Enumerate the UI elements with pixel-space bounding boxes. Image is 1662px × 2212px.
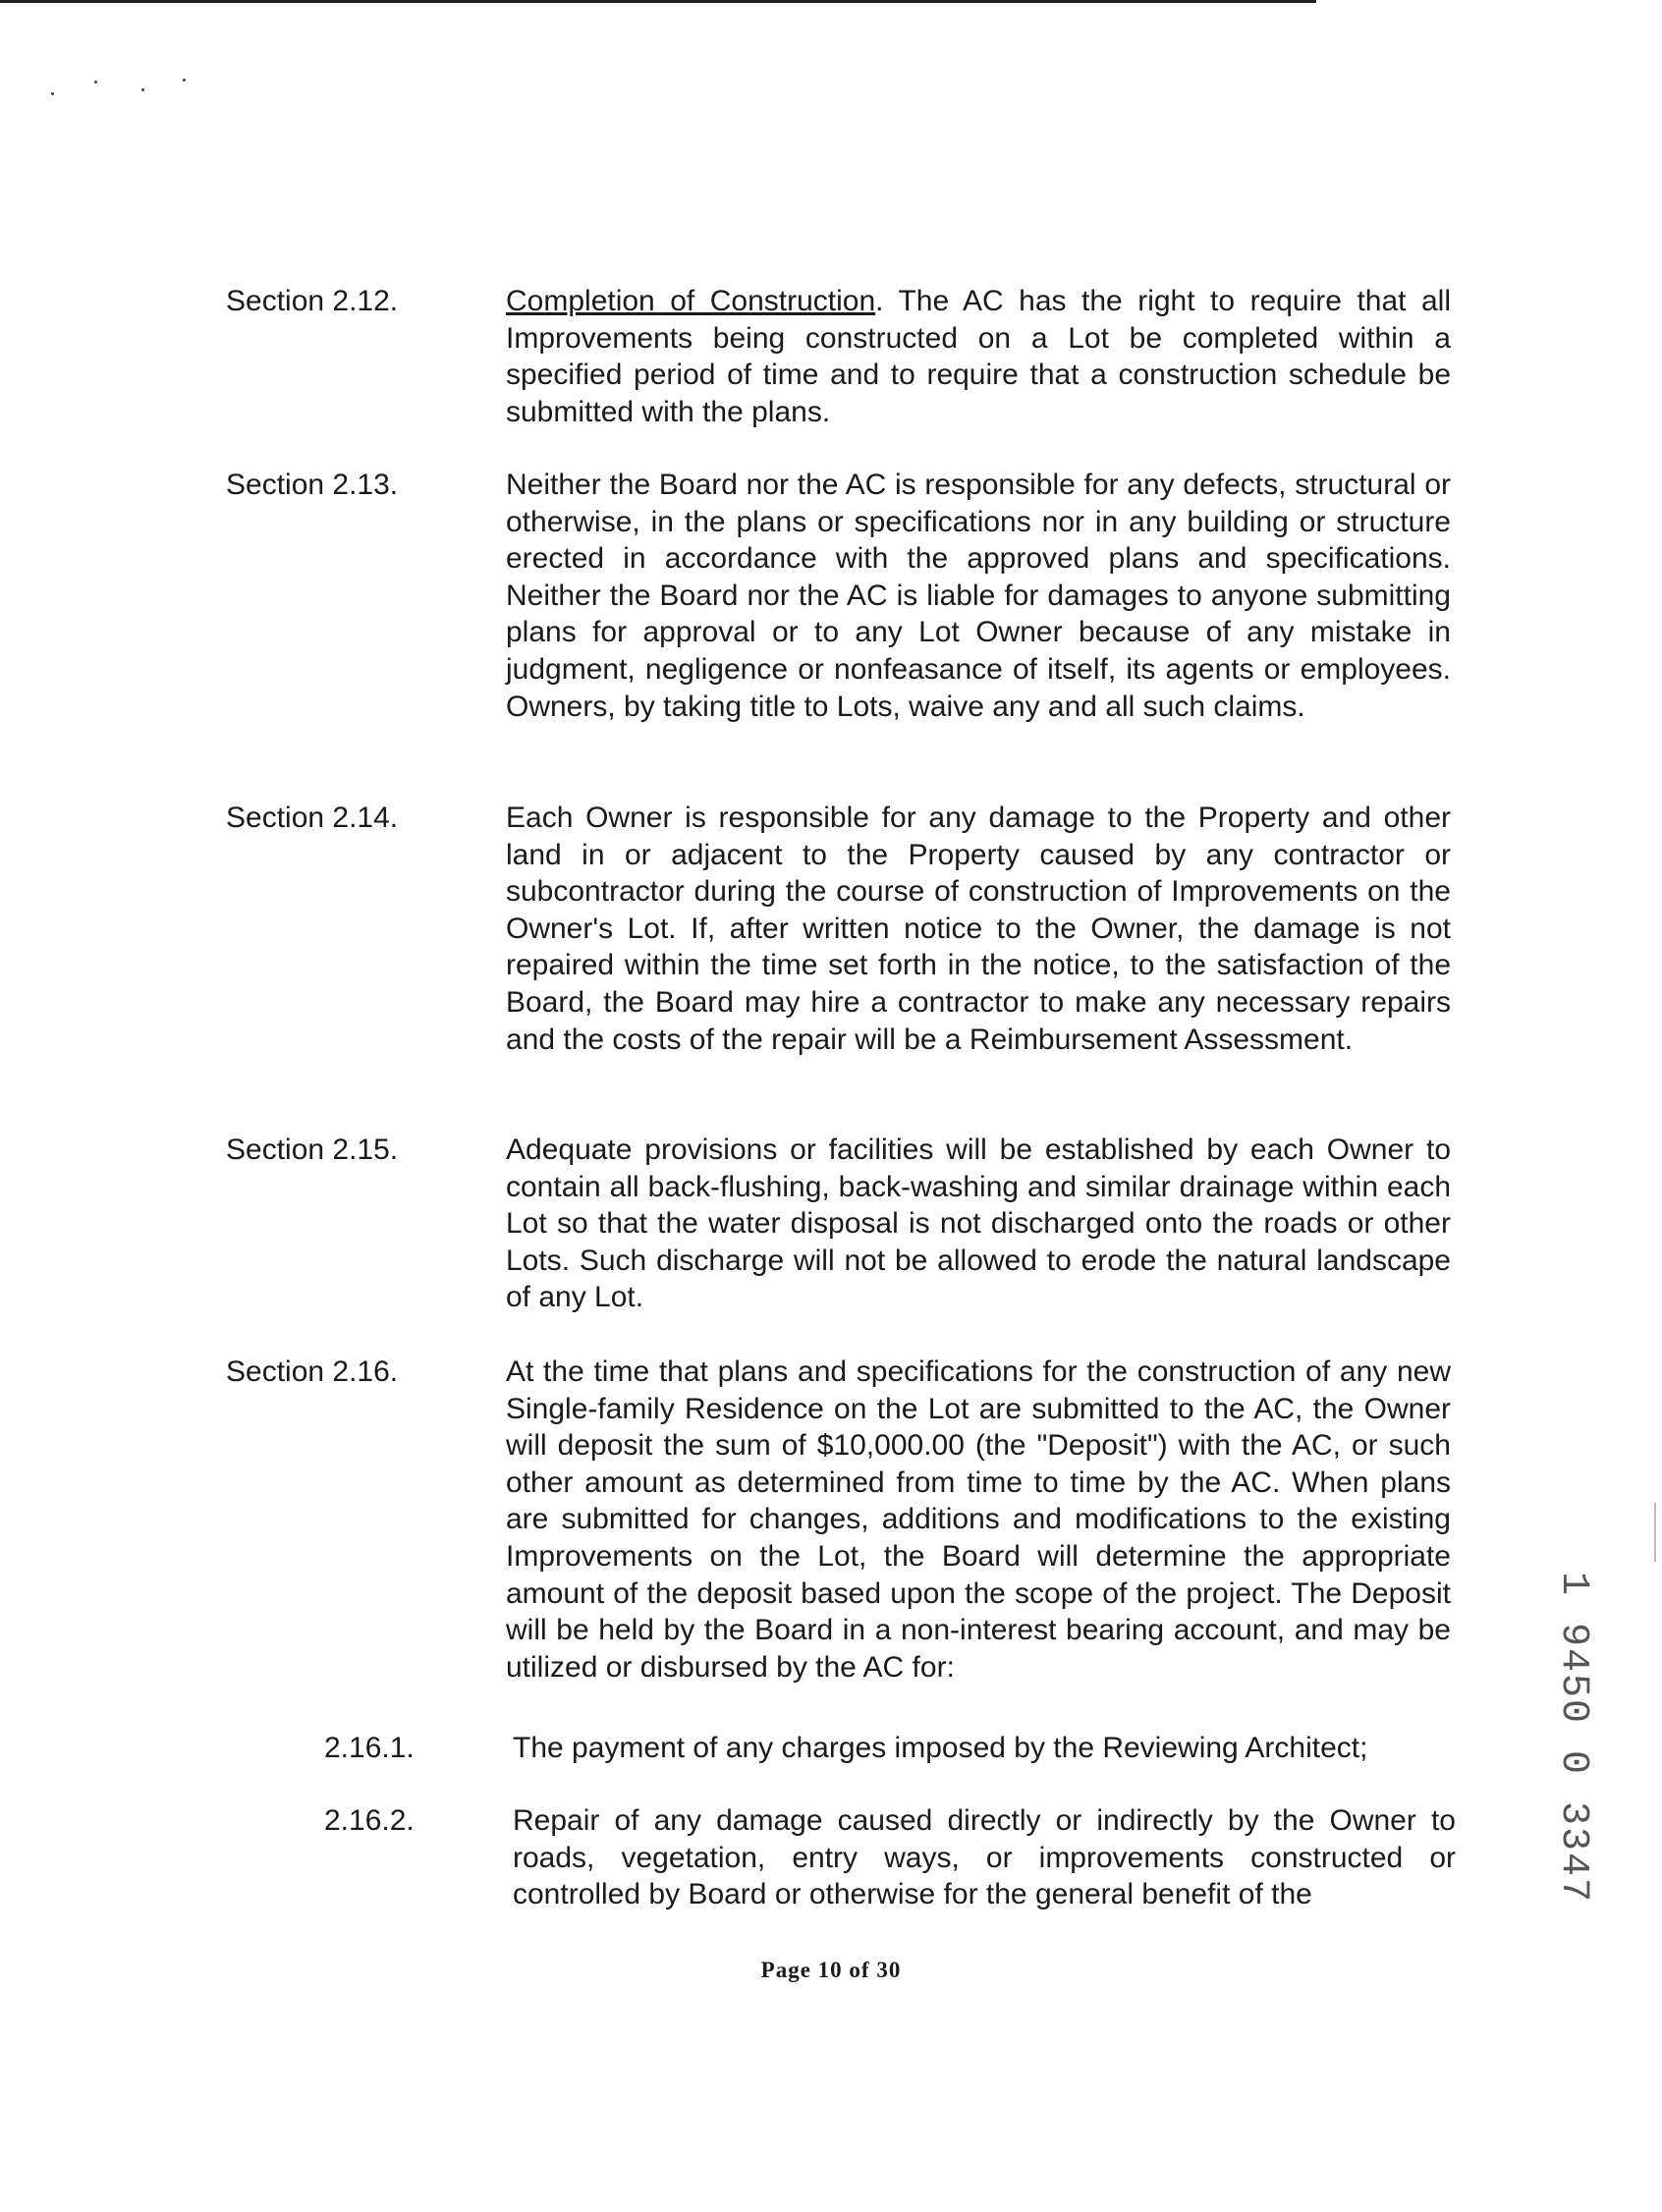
section-text: Neither the Board nor the AC is responsible for any defects, structural or otherwise, in the plans or specifications nor in any building or structure erected in accordance with the approved plans and specifications. Neither the Board nor the AC is liable for damages to anyone submitting plans for approval or to any Lot Owner because of any mistake in judgment, negligence or nonfeasance of itself, its agents or employees. Owners, by taking title to Lots, waive any and all such claims.: [506, 469, 1451, 723]
stamp-text: 1 9450 0 3347: [1551, 1572, 1595, 1905]
section-label: Section 2.13.: [226, 469, 399, 501]
section-text: Adequate provisions or facilities will be established by each Owner to contain all back-flushing, back-washing and similar drainage within each Lot so that the water disposal is not discharged onto the roads or other Lots. Such discharge will not be allowed to erode the natural landscape of any Lot.: [506, 1134, 1451, 1314]
section-label: Section 2.15.: [226, 1134, 399, 1166]
section-label: Section 2.12.: [226, 285, 399, 317]
section-title: Completion of Construction: [506, 285, 876, 317]
subsection-label: 2.16.1.: [324, 1732, 415, 1764]
section-text: At the time that plans and specifications for the construction of any new Single-family Residence on the Lot are submitted to the AC, the Owner will deposit the sum of $10,000.00 (the "Deposit") with the AC, or such other amount as determined from time to time by the AC. When plans are submitted for changes, additions and modifications to the existing Improvements on the Lot, the Board will determine the appropriate amount of the deposit based upon the scope of the project. The Deposit will be held by the Board in a non-interest bearing account, and may be utilized or disbursed by the AC for:: [506, 1355, 1451, 1684]
recording-number-stamp: [1551, 1572, 1603, 1905]
section-text: [506, 283, 1451, 430]
subsection-label: 2.16.2.: [324, 1804, 415, 1837]
section-body: . The AC has the right to require that all Improvements being constructed on a Lot be completed within a specified period of time and to require that a construction schedule be submitted with the plans.: [506, 285, 1451, 428]
scan-edge-mark: [1654, 1503, 1656, 1562]
section-text: Each Owner is responsible for any damage to the Property and other land in or adjacent to the Property caused by any contractor or subcontractor during the course of construction of Improvements on the Owner's Lot. If, after written notice to the Owner, the damage is not repaired within the time set forth in the notice, to the satisfaction of the Board, the Board may hire a contractor to make any necessary repairs and the costs of the repair will be a Reimbursement Assessment.: [506, 802, 1451, 1056]
top-border-line: [0, 0, 1316, 3]
section-label: Section 2.14.: [226, 802, 399, 834]
subsection-text: The payment of any charges imposed by the Reviewing Architect;: [513, 1732, 1368, 1764]
section-label: Section 2.16.: [226, 1355, 399, 1388]
scan-specks: [51, 71, 198, 100]
subsection-text: Repair of any damage caused directly or indirectly by the Owner to roads, vegetation, entry ways, or improvements constructed or controlled by Board or otherwise for the general benefit of the: [513, 1804, 1456, 1911]
page-number: Page 10 of 30: [760, 1958, 902, 1982]
